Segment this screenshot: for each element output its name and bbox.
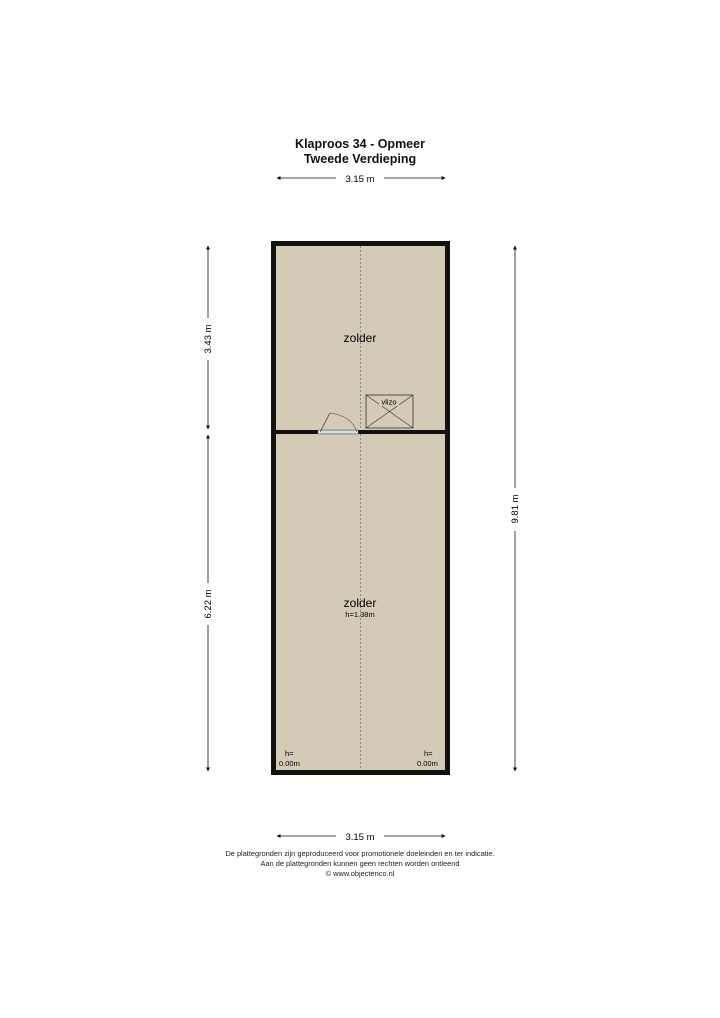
copyright-line: © www.objectenco.nl bbox=[325, 869, 395, 878]
bottom-width-dimension bbox=[277, 832, 445, 843]
bottom-width-label: 3.15 m bbox=[345, 832, 375, 843]
disclaimer-line-1: De plattegronden zijn geproduceerd voor promotionele doeleinden en ter indicatie. bbox=[225, 849, 495, 858]
corner-height-left-value: 0.00m bbox=[279, 759, 300, 768]
left-upper-label: 3.43 m bbox=[203, 324, 214, 354]
corner-height-right-value: 0.00m bbox=[417, 759, 438, 768]
corner-height-left-label: h= bbox=[285, 749, 294, 758]
lower-room-label: zolder bbox=[343, 596, 377, 610]
left-lower-label: 6.22 m bbox=[203, 589, 214, 619]
corner-height-right-label: h= bbox=[424, 749, 433, 758]
disclaimer-line-2: Aan de plattegronden kunnen geen rechten worden ontleend bbox=[260, 859, 460, 868]
left-lower-dimension bbox=[203, 435, 214, 771]
top-width-label: 3.15 m bbox=[345, 174, 375, 185]
left-upper-dimension bbox=[203, 246, 214, 429]
right-total-dimension bbox=[510, 246, 521, 771]
top-width-dimension bbox=[277, 174, 445, 185]
upper-room-label: zolder bbox=[343, 331, 377, 345]
right-total-label: 9.81 m bbox=[510, 494, 521, 524]
floor-name: Tweede Verdieping bbox=[303, 152, 417, 166]
vlizo-label: vlizo bbox=[381, 397, 397, 407]
plan-title: Klaproos 34 - Opmeer bbox=[295, 137, 425, 151]
lower-room-height: h=1.38m bbox=[345, 610, 375, 619]
